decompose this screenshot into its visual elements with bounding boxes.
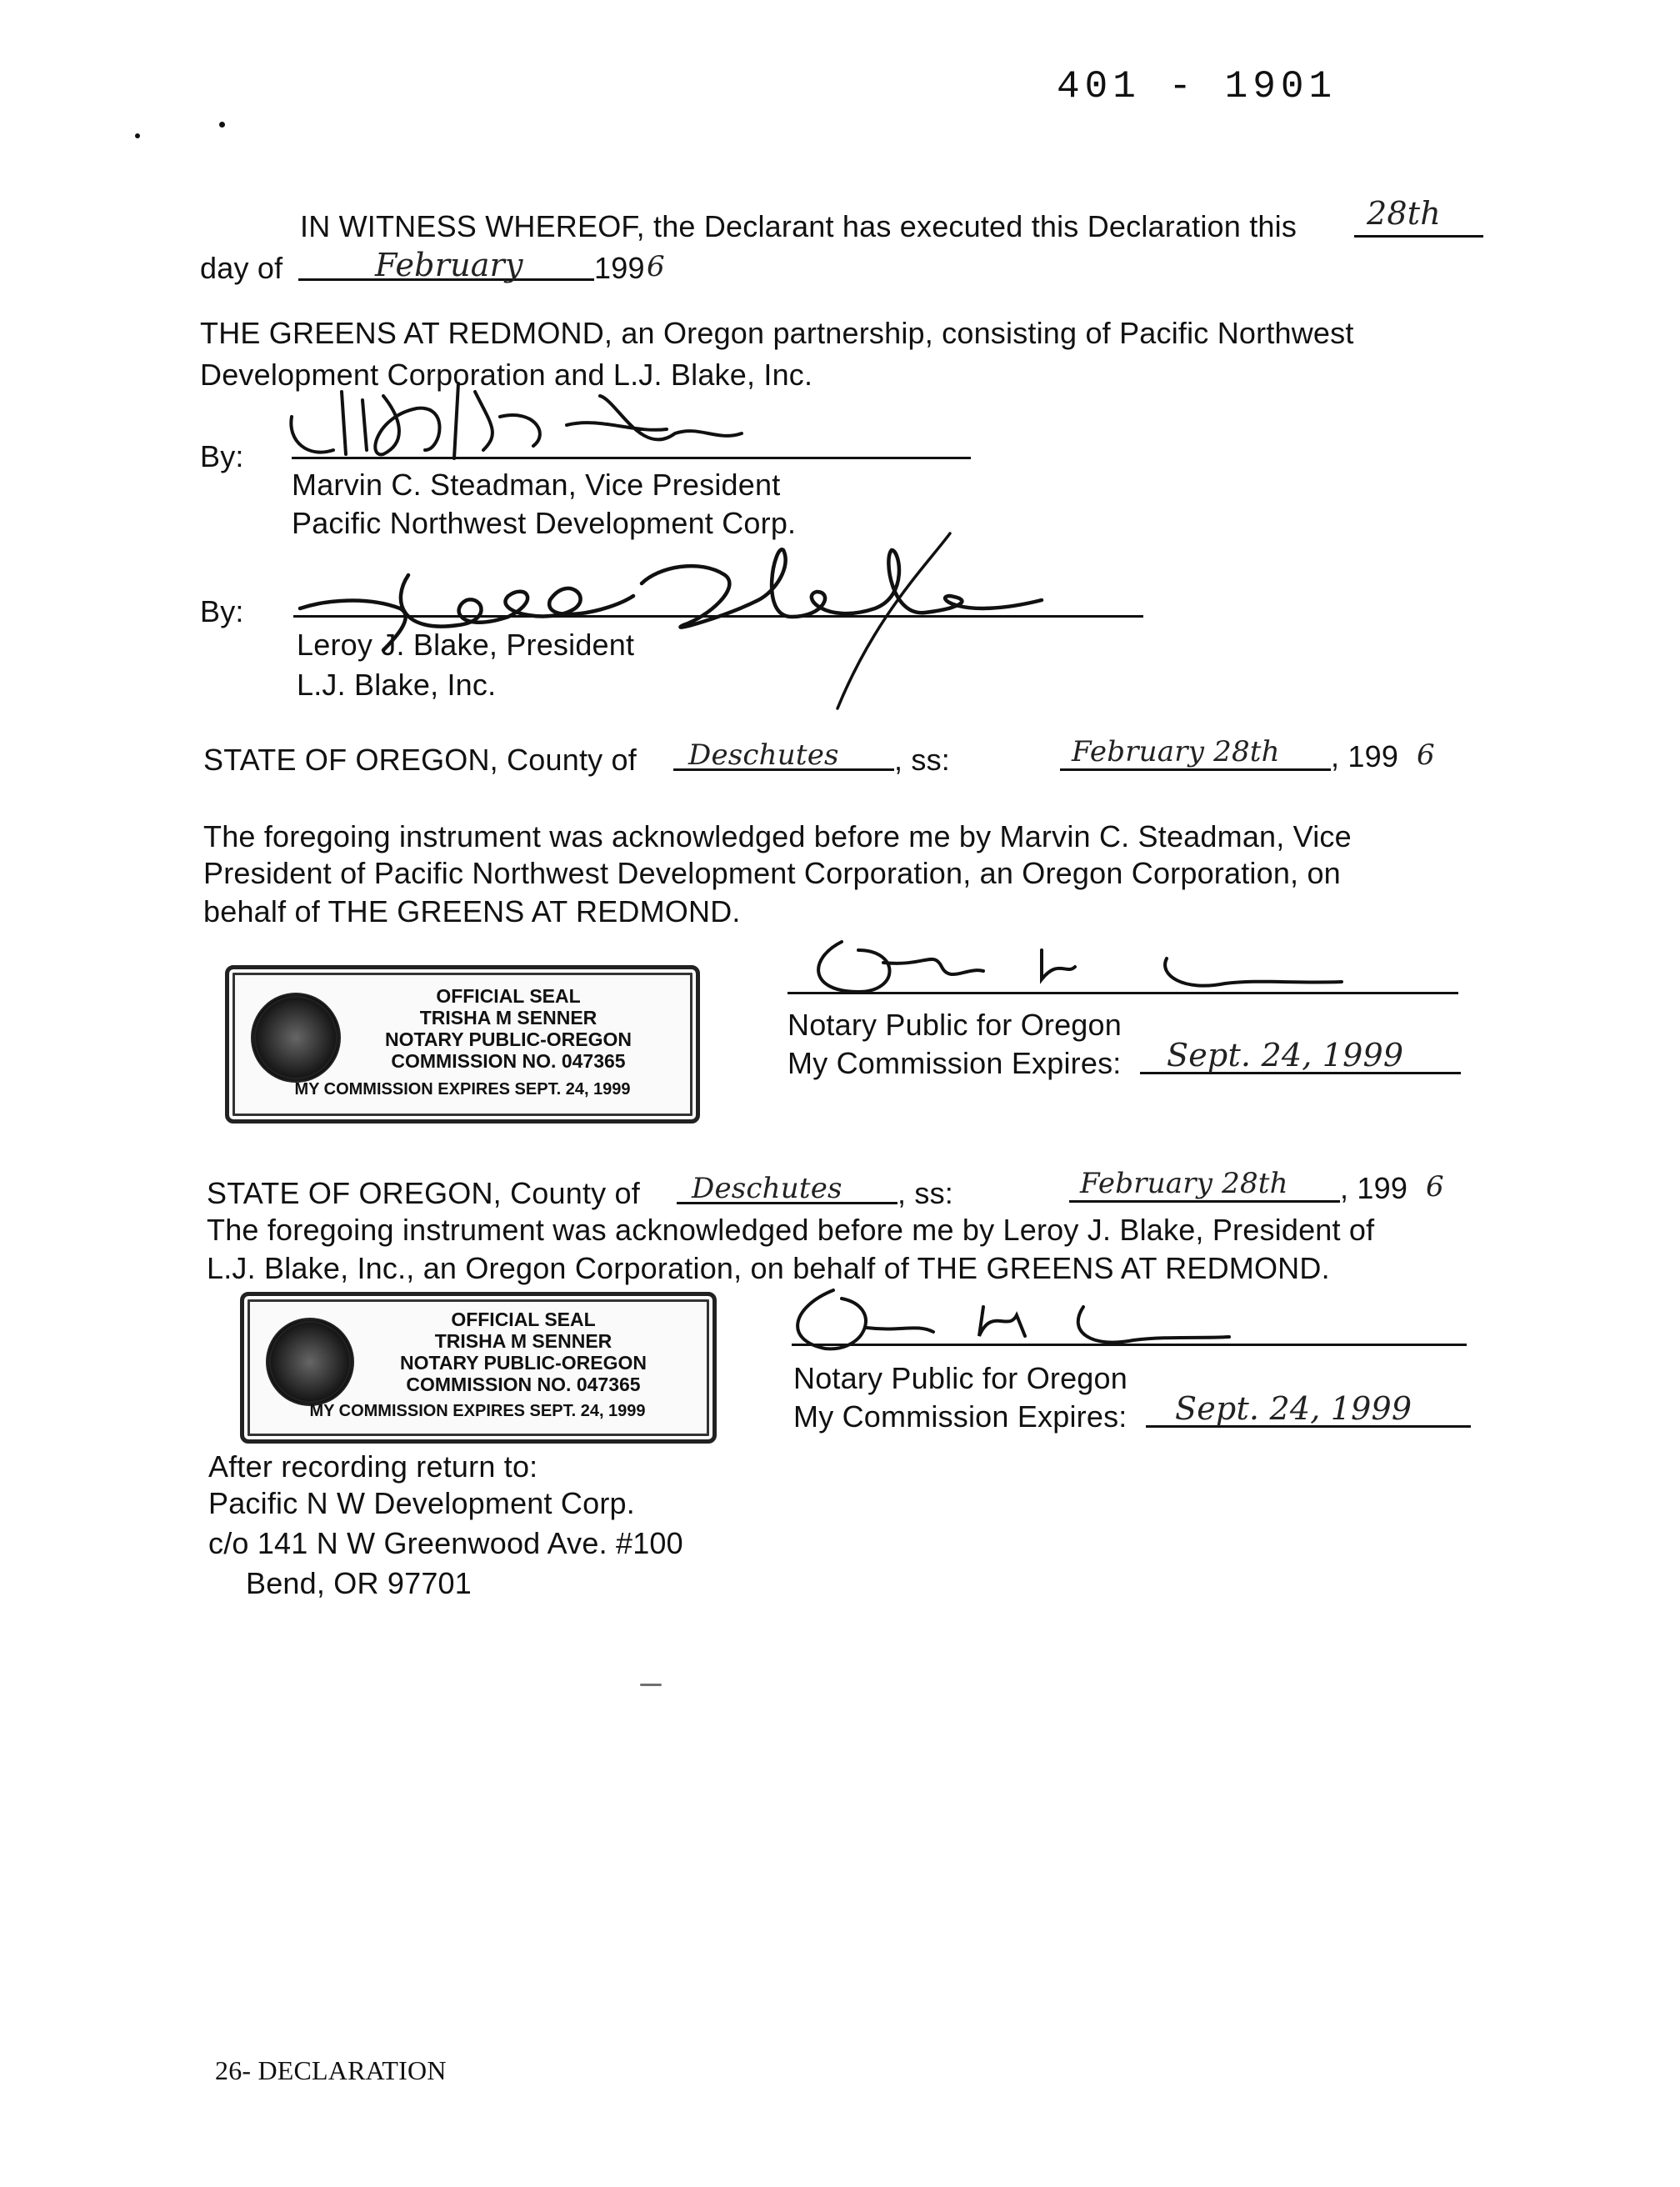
document-number: 401 - 1901: [1057, 65, 1338, 108]
state-county-prefix: STATE OF OREGON, County of: [207, 1176, 640, 1210]
county-value-handwritten: Deschutes: [688, 738, 839, 772]
notary-seal-stamp: [225, 965, 700, 1124]
notary-public-label: Notary Public for Oregon: [793, 1361, 1128, 1395]
county-value-handwritten: Deschutes: [692, 1172, 842, 1205]
witness-year-handwritten: 6: [647, 250, 665, 283]
notary-year-handwritten: 6: [1426, 1170, 1444, 1204]
day-value-handwritten: 28th: [1367, 195, 1441, 232]
signatory-name-title: Marvin C. Steadman, Vice President: [292, 468, 781, 502]
signatory-company: Pacific Northwest Development Corp.: [292, 506, 797, 540]
state-seal-emblem: [251, 993, 341, 1083]
commission-expires-handwritten: Sept. 24, 1999: [1167, 1037, 1404, 1073]
seal-expiry: MY COMMISSION EXPIRES SEPT. 24, 1999: [294, 1080, 631, 1099]
notary-seal-stamp: [240, 1292, 717, 1444]
state-seal-emblem: [266, 1318, 354, 1406]
scan-speck: [219, 122, 225, 128]
notary-date-handwritten: February 28th: [1072, 735, 1280, 768]
ss-label: , ss:: [898, 1176, 954, 1210]
seal-notary-name: TRISHA M SENNER: [434, 1330, 612, 1352]
witness-day-of-label: day of: [200, 251, 283, 285]
notary-date-year: , 199: [1331, 739, 1399, 773]
partnership-line2: Development Corporation and L.J. Blake, Inc.: [200, 358, 813, 392]
acknowledgment-line: President of Pacific Northwest Development Corporation, an Oregon Corporation, on: [203, 856, 1341, 890]
seal-title: OFFICIAL SEAL: [451, 1309, 596, 1330]
seal-title: OFFICIAL SEAL: [436, 985, 581, 1007]
return-address-line: Pacific N W Development Corp.: [208, 1486, 635, 1520]
signatory-name-title: Leroy J. Blake, President: [297, 628, 635, 662]
partnership-line1: THE GREENS AT REDMOND, an Oregon partnership, consisting of Pacific Northwest: [200, 316, 1354, 350]
footer-label: 26- DECLARATION: [215, 2055, 447, 2085]
seal-role: NOTARY PUBLIC-OREGON: [384, 1028, 632, 1050]
notary-signature: [792, 917, 1375, 1017]
notary-date-year: , 199: [1340, 1171, 1408, 1205]
ss-label: , ss:: [894, 743, 951, 777]
witness-clause-line1: IN WITNESS WHEREOF, the Declarant has executed this Declaration this: [300, 209, 1298, 243]
seal-notary-name: TRISHA M SENNER: [419, 1007, 598, 1028]
acknowledgment-line: L.J. Blake, Inc., an Oregon Corporation, on behalf of THE GREENS AT REDMOND.: [207, 1251, 1330, 1285]
scan-speck: [640, 1684, 662, 1686]
commission-expires-label: My Commission Expires:: [788, 1046, 1122, 1080]
commission-expires-label: My Commission Expires:: [793, 1399, 1128, 1434]
seal-expiry: MY COMMISSION EXPIRES SEPT. 24, 1999: [309, 1402, 646, 1420]
day-underline: [1354, 235, 1483, 238]
notary-date-handwritten: February 28th: [1080, 1167, 1288, 1200]
notary-signature-line: [792, 1344, 1467, 1346]
state-county-prefix: STATE OF OREGON, County of: [203, 743, 637, 777]
commission-expires-handwritten: Sept. 24, 1999: [1175, 1390, 1412, 1427]
signatory-company: L.J. Blake, Inc.: [297, 668, 497, 702]
return-address-line: Bend, OR 97701: [246, 1566, 472, 1600]
notary-year-handwritten: 6: [1417, 738, 1435, 772]
scan-speck: [135, 133, 140, 138]
return-address-line: c/o 141 N W Greenwood Ave. #100: [208, 1526, 683, 1560]
by-label: By:: [200, 594, 244, 628]
witness-year-printed: 199: [594, 251, 645, 285]
seal-commission-number: COMMISSION NO. 047365: [391, 1050, 626, 1072]
notary-public-label: Notary Public for Oregon: [788, 1008, 1122, 1042]
return-address-heading: After recording return to:: [208, 1449, 538, 1484]
acknowledgment-line: behalf of THE GREENS AT REDMOND.: [203, 894, 741, 928]
seal-commission-number: COMMISSION NO. 047365: [406, 1374, 641, 1395]
seal-role: NOTARY PUBLIC-OREGON: [399, 1352, 648, 1374]
acknowledgment-line: The foregoing instrument was acknowledged before me by Leroy J. Blake, President of: [207, 1213, 1375, 1247]
by-label: By:: [200, 439, 244, 473]
signature-steadman: [283, 367, 750, 475]
month-value-handwritten: February: [375, 247, 523, 283]
acknowledgment-line: The foregoing instrument was acknowledged before me by Marvin C. Steadman, Vice: [203, 819, 1352, 853]
notary-signature-line: [788, 992, 1458, 994]
notary-signature: [767, 1274, 1233, 1365]
